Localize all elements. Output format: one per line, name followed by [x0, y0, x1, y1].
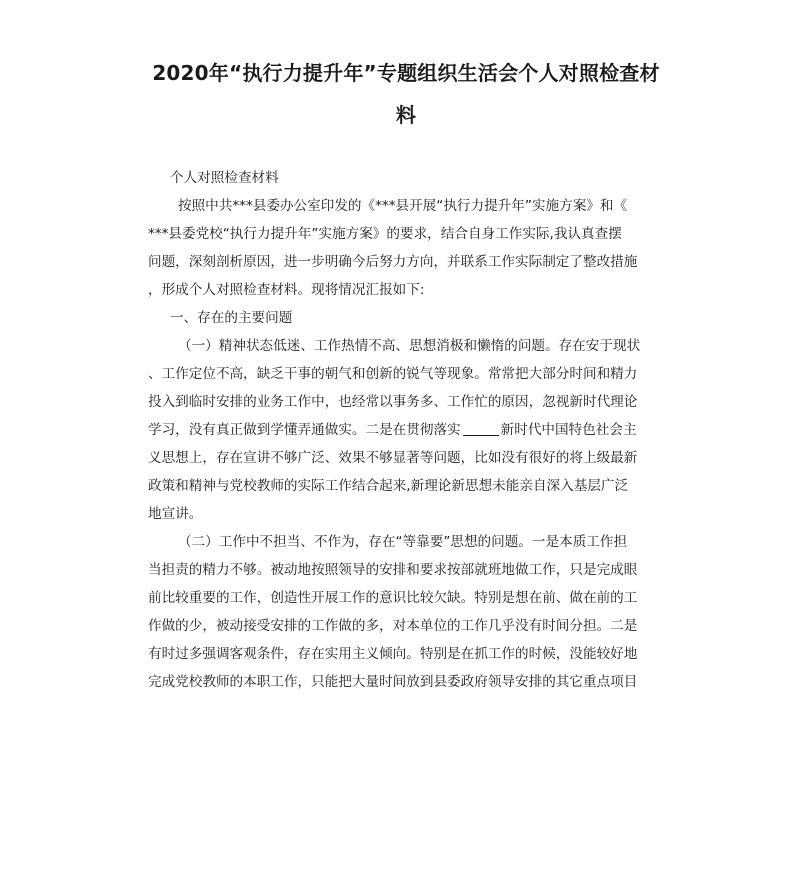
paragraph-line: （一）精神状态低迷、工作热情不高、思想消极和懒惰的问题。存在安于现状 [178, 338, 641, 354]
paragraph-line: 义思想上，存在宣讲不够广泛、效果不够显著等问题，比如没有很好的将上级最新 [148, 450, 638, 466]
intro-line: ***县委党校“执行力提升年”实施方案》的要求，结合自身工作实际,我认真查摆 [148, 226, 622, 242]
paragraph-line: 完成党校教师的本职工作，只能把大量时间放到县委政府领导安排的其它重点项目 [148, 674, 638, 690]
intro-line: 按照中共***县委办公室印发的《***县开展“执行力提升年”实施方案》和《 [178, 198, 628, 214]
intro-line: ，形成个人对照检查材料。现将情况汇报如下: [148, 282, 425, 298]
paragraph-text: 学习，没有真正做到学懂弄通做实。二是在贯彻落实 [148, 422, 461, 438]
paragraph-line: （二）工作中不担当、不作为，存在“等靠要”思想的问题。一是本质工作担 [178, 534, 628, 550]
paragraph-text: 新时代中国特色社会主 [500, 422, 637, 438]
intro-paragraph [148, 192, 680, 304]
document-title [144, 52, 668, 136]
document-body [148, 164, 680, 696]
paragraph-line: 当担责的精力不够。被动地按照领导的安排和要求按部就班地做工作，只是完成眼 [148, 562, 638, 578]
paragraph-2 [148, 528, 680, 696]
section-heading: 一、存在的主要问题 [170, 310, 293, 326]
paragraph-line [148, 416, 680, 444]
document-label: 个人对照检查材料 [170, 170, 279, 186]
paragraph-line: 、工作定位不高，缺乏干事的朝气和创新的锐气等现象。常常把大部分时间和精力 [148, 366, 638, 382]
paragraph-line: 作做的少，被动接受安排的工作做的多，对本单位的工作几乎没有时间分担。二是 [148, 618, 638, 634]
paragraph-line: 政策和精神与党校教师的实际工作结合起来,新理论新思想未能亲自深入基层广泛 [148, 478, 629, 494]
paragraph-line: 地宣讲。 [148, 506, 203, 522]
paragraph-line: 投入到临时安排的业务工作中，也经常以事务多、工作忙的原因，忽视新时代理论 [148, 394, 638, 410]
title-line-2: 料 [395, 103, 417, 127]
intro-line: 问题，深刻剖析原因，进一步明确今后努力方向，并联系工作实际制定了整改措施 [148, 254, 638, 270]
title-line-1: 2020年“执行力提升年”专题组织生活会个人对照检查材 [152, 61, 660, 85]
paragraph-1 [148, 332, 680, 528]
paragraph-line: 前比较重要的工作，创造性开展工作的意识比较欠缺。特别是想在前、做在前的工 [148, 590, 638, 606]
blank-underline [463, 421, 499, 436]
paragraph-line: 有时过多强调客观条件，存在实用主义倾向。特别是在抓工作的时候，没能较好地 [148, 646, 638, 662]
